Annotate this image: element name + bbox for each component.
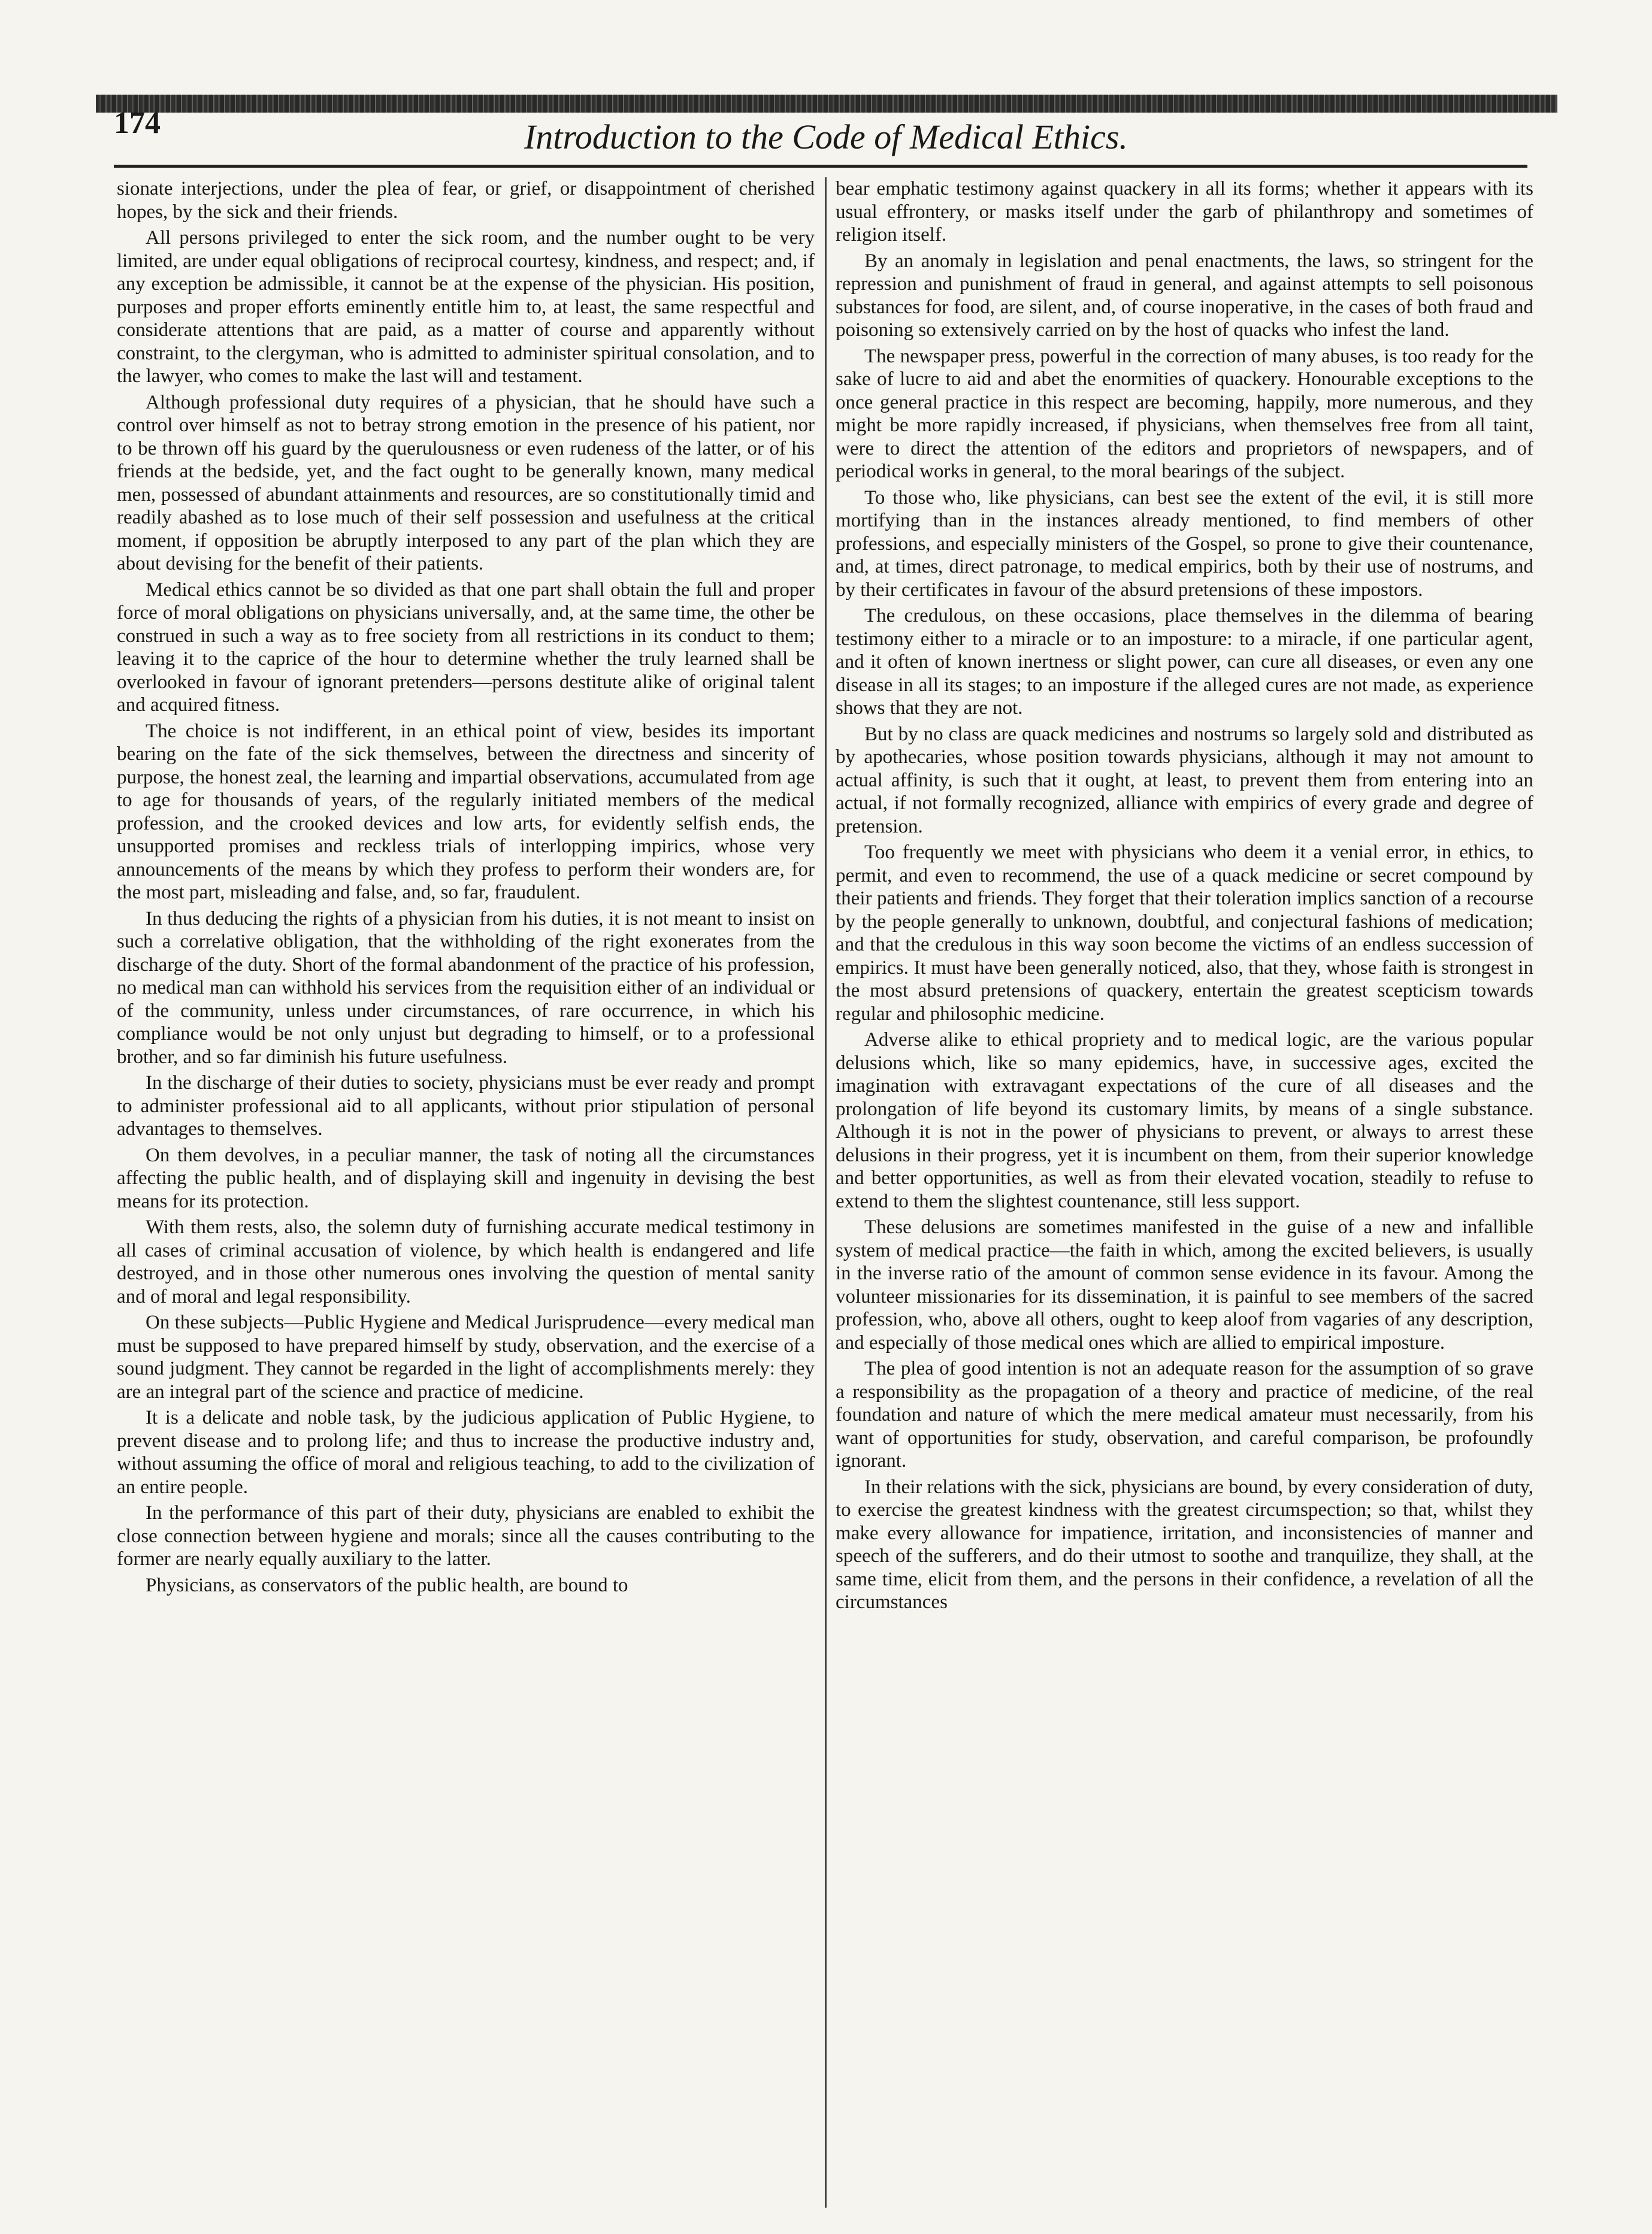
paragraph: In the discharge of their duties to society, physicians must be ever ready and prompt to administer professional aid to all applicants, without prior stipulation of personal advantages to themselves. [117, 1072, 815, 1140]
paragraph: These delusions are sometimes manifested in the guise of a new and infallible system of medical practice—the faith in which, among the excited believers, is usually in the inverse ratio of the amount of common sense evidence in its favour. Among the volunteer missionaries for its dissemination, it is painful to see members of the sacred profession, who, above all others, ought to keep aloof from vagaries of any description, and especially of those medical ones which are allied to empirical imposture. [836, 1216, 1533, 1354]
paragraph: The plea of good intention is not an adequate reason for the assumption of so grave a responsibility as the propagation of a theory and practice of medicine, of the real foundation and nature of which the mere medical amateur must necessarily, from his want of opportunities for study, observation, and careful comparison, be profoundly ignorant. [836, 1358, 1533, 1472]
paragraph: The choice is not indifferent, in an ethical point of view, besides its important bearing on the fate of the sick themselves, between the directness and sincerity of purpose, the honest zeal, the learning and impartial observations, accumulated from age to age for thousands of years, of the regularly initiated members of the medical profession, and the crooked devices and low arts, for evidently selfish ends, the unsupported promises and reckless trials of interlopping impirics, whose very announcements of the means by which they profess to perform their wonders are, for the most part, misleading and false, and, so far, fraudulent. [117, 720, 815, 903]
paragraph: Adverse alike to ethical propriety and to medical logic, are the various popular delusions which, like so many epidemics, have, in successive ages, excited the imagination with extravagant expectations of the cure of all diseases and the prolongation of life beyond its customary limits, by means of a single substance. Although it is not in the power of physicians to prevent, or always to arrest these delusions in their progress, yet it is incumbent on them, from their superior knowledge and better opportunities, as well as from their elevated vocation, steadily to refuse to extend to them the slightest countenance, still less support. [836, 1029, 1533, 1212]
running-title: Introduction to the Code of Medical Ethics. [524, 117, 1128, 156]
paragraph: In thus deducing the rights of a physician from his duties, it is not meant to insist on such a correlative obligation, that the withholding of the right exonerates from the discharge of the duty. Short of the formal abandonment of the practice of his profession, no medical man can withhold his services from the requisition either of an individual or of the community, unless under circumstances, of rare occurrence, in which his compliance would be not only unjust but degrading to himself, or to a professional brother, and so far diminish his future usefulness. [117, 907, 815, 1068]
paragraph: But by no class are quack medicines and nostrums so largely sold and distributed as by apothecaries, whose position towards physicians, although it may not amount to actual affinity, is such that it ought, at least, to prevent them from entering into an actual, if not formally recognized, alliance with empirics of every grade and degree of pretension. [836, 723, 1533, 837]
top-border-band [96, 95, 1557, 113]
paragraph: sionate interjections, under the plea of fear, or grief, or disappointment of cherished hopes, by the sick and their friends. [117, 178, 815, 223]
right-column [836, 177, 1533, 2211]
paragraph: In their relations with the sick, physicians are bound, by every consideration of duty, to exercise the greatest kindness with the greatest circumspection; so that, whilst they make every allowance for impatience, irritation, and inconsistencies of manner and speech of the sufferers, and do their utmost to soothe and tranquilize, they shall, at the same time, elicit from them, and the persons in their confidence, a revelation of all the circumstances [836, 1476, 1533, 1613]
page-number: 174 [114, 106, 161, 140]
paragraph: The credulous, on these occasions, place themselves in the dilemma of bearing testimony either to a miracle or to an imposture: to a miracle, if one particular agent, and it often of known inertness or slight power, can cure all diseases, or even any one disease in all its stages; to an imposture if the alleged cures are not made, as experience shows that they are not. [836, 605, 1533, 719]
paragraph: It is a delicate and noble task, by the judicious application of Public Hygiene, to prevent disease and to prolong life; and thus to increase the productive industry and, without assuming the office of moral and religious teaching, to add to the civilization of an entire people. [117, 1407, 815, 1498]
paragraph: Too frequently we meet with physicians who deem it a venial error, in ethics, to permit, and even to recommend, the use of a quack medicine or secret compound by their patients and friends. They forget that their toleration implics sanction of a recourse by the people generally to unknown, doubtful, and conjectural fashions of medication; and that the credulous in this way soon become the victims of an endless succession of empirics. It must have been generally noticed, also, that they, whose faith is strongest in the most absurd pretensions of quackery, entertain the greatest scepticism towards regular and philosophic medicine. [836, 841, 1533, 1025]
paragraph: The newspaper press, powerful in the correction of many abuses, is too ready for the sake of lucre to aid and abet the enormities of quackery. Honourable exceptions to the once general practice in this respect are becoming, happily, more numerous, and they might be more rapidly increased, if physicians, when themselves free from all taint, were to direct the attention of the editors and proprietors of newspapers, and of periodical works in general, to the moral bearings of the subject. [836, 345, 1533, 482]
paragraph: With them rests, also, the solemn duty of furnishing accurate medical testimony in all cases of criminal accusation of violence, by which health is endangered and life destroyed, and in those other numerous ones involving the question of mental sanity and of moral and legal responsibility. [117, 1216, 815, 1307]
paragraph: To those who, like physicians, can best see the extent of the evil, it is still more mortifying than in the instances already mentioned, to find members of other professions, and especially ministers of the Gospel, so prone to give their countenance, and, at times, direct patronage, to medical empirics, both by their use of nostrums, and by their certificates in favour of the absurd pretensions of these impostors. [836, 486, 1533, 601]
paragraph: Physicians, as conservators of the public health, are bound to [146, 1574, 628, 1596]
left-column [117, 177, 815, 2211]
paragraph: Although professional duty requires of a physician, that he should have such a control over himself as not to betray strong emotion in the presence of his patient, nor to be thrown off his guard by the querulousness or even rudeness of the latter, or of his friends at the bedside, yet, and the fact ought to be generally known, many medical men, possessed of abundant attainments and resources, are so constitutionally timid and readily abashed as to lose much of their self possession and usefulness at the critical moment, if opposition be abruptly interposed to any part of the plan which they are about devising for the benefit of their patients. [117, 391, 815, 574]
paragraph: In the performance of this part of their duty, physicians are enabled to exhibit the close connection between hygiene and morals; since all the causes contributing to the former are nearly equally auxiliary to the latter. [117, 1502, 815, 1570]
paragraph: bear emphatic testimony against quackery in all its forms; whether it appears with its usual effrontery, or masks itself under the garb of philanthropy and sometimes of religion itself. [836, 178, 1533, 246]
header-rule [114, 165, 1527, 168]
paragraph: On these subjects—Public Hygiene and Medical Jurisprudence—every medical man must be supposed to have prepared himself by study, observation, and the exercise of a sound judgment. They cannot be regarded in the light of accomplishments merely: they are an integral part of the science and practice of medicine. [117, 1312, 815, 1403]
paragraph: On them devolves, in a peculiar manner, the task of noting all the circumstances affecting the public health, and of displaying skill and ingenuity in devising the best means for its protection. [117, 1144, 815, 1212]
paragraph: All persons privileged to enter the sick room, and the number ought to be very limited, are under equal obligations of reciprocal courtesy, kindness, and respect; and, if any exception be admissible, it cannot be at the expense of the physician. His position, purposes and proper efforts eminently entitle him to, at least, the same respectful and considerate attentions that are paid, as a matter of course and apparently without constraint, to the clergyman, who is admitted to administer spiritual consolation, and to the lawyer, who comes to make the last will and testament. [117, 227, 815, 387]
column-divider [825, 177, 827, 2208]
paragraph: Medical ethics cannot be so divided as that one part shall obtain the full and proper force of moral obligations on physicians universally, and, at the same time, the other be construed in such a way as to free society from all restrictions in its conduct to them; leaving it to the caprice of the hour to determine whether the truly learned shall be overlooked in favour of ignorant pretenders—persons destitute alike of original talent and acquired fitness. [117, 579, 815, 716]
paragraph: By an anomaly in legislation and penal enactments, the laws, so stringent for the repression and punishment of fraud in general, and against attempts to sell poisonous substances for food, are silent, and, of course inoperative, in the cases of both fraud and poisoning so extensively carried on by the host of quacks who infest the land. [836, 250, 1533, 341]
